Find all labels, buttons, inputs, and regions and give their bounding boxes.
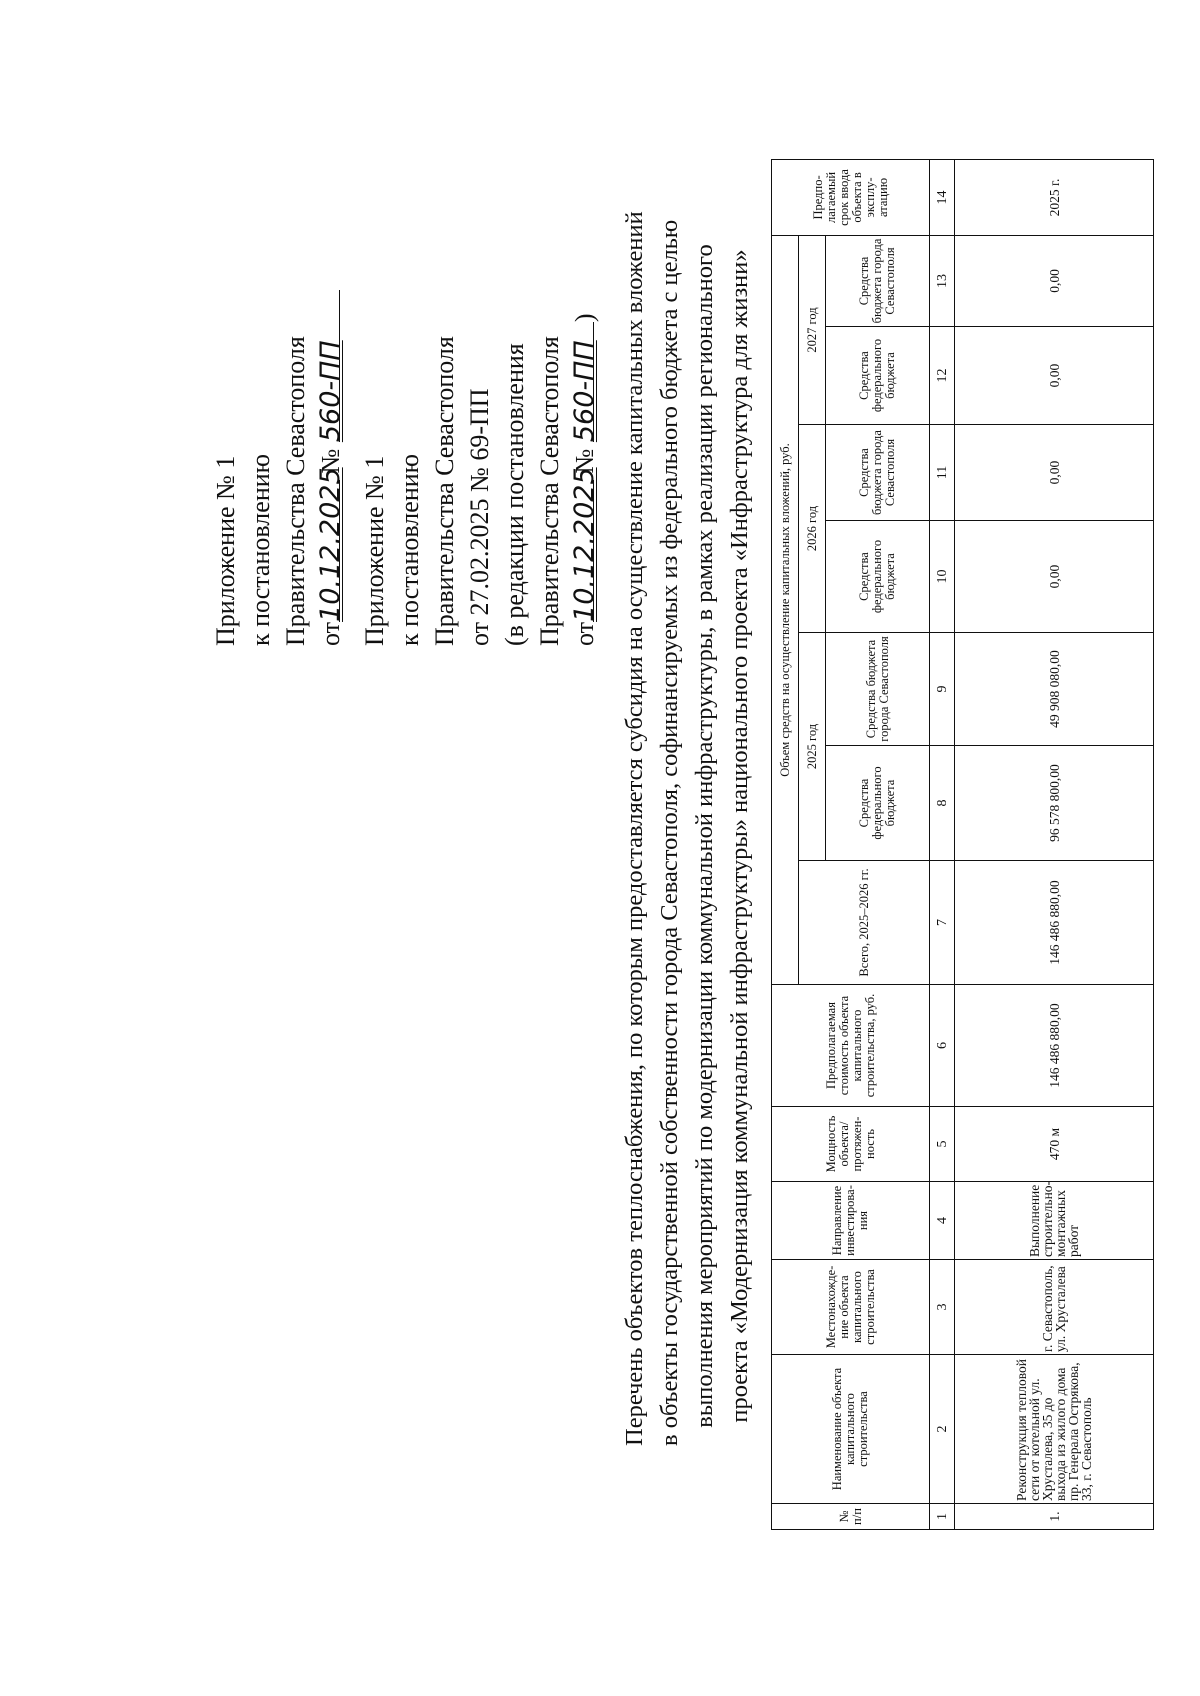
heading-line3: выполнения мероприятий по модернизации коммунальной инфраструктуры, в рамках реализации регионального bbox=[691, 244, 718, 1428]
column-number: 2 bbox=[930, 1355, 955, 1504]
heading-line4: проекта «Модернизация коммунальной инфраструктуры» национального проекта «Инфраструктура для жизни» bbox=[726, 249, 753, 1423]
cell-num: 1. bbox=[955, 1504, 1154, 1530]
header-num: № п/п bbox=[772, 1504, 930, 1530]
cell-total: 146 486 880,00 bbox=[955, 861, 1154, 985]
cell-direction: Выполнение строительно-монтажных работ bbox=[955, 1182, 1154, 1260]
annex-previous-line5: (в редакции постановления bbox=[500, 343, 529, 646]
annex-previous-line4: от 27.02.2025 № 69-ПП bbox=[465, 388, 494, 646]
column-number: 1 bbox=[930, 1504, 955, 1530]
header-year-2027: 2027 год bbox=[799, 235, 826, 424]
annex-current-signature-line bbox=[313, 290, 348, 646]
column-number: 9 bbox=[930, 633, 955, 746]
table-row bbox=[955, 159, 1154, 1529]
cell-federal-2025: 96 578 800,00 bbox=[955, 746, 1154, 861]
header-year-2025: 2025 год bbox=[799, 633, 826, 861]
date-handwritten: 10.12.2025 bbox=[315, 467, 346, 622]
column-number: 14 bbox=[930, 159, 955, 235]
from-label: от bbox=[570, 621, 599, 646]
header-federal-2026: Средства федерального бюджета bbox=[826, 521, 930, 633]
header-city-2027: Средства бюджета города Севастополя bbox=[826, 235, 930, 326]
heading-line2: в объекты государственной собственности города Севастополя, софинансируемых из федерального бюджета с целью bbox=[656, 219, 683, 1446]
header-location: Местонахожде-ние объекта капитального строительства bbox=[772, 1260, 930, 1355]
annex-current-line3: Правительства Севастополя bbox=[281, 336, 310, 646]
date-underline bbox=[313, 467, 346, 622]
column-number: 10 bbox=[930, 521, 955, 633]
header-cost: Предполагаемая стоимость объекта капитального строительства, руб. bbox=[772, 985, 930, 1107]
header-federal-2027: Средства федерального бюджета bbox=[826, 327, 930, 425]
number-handwritten: 560-ПП bbox=[315, 340, 346, 443]
header-term: Предпо-лагаемый срок ввода объекта в эксплу-атацию bbox=[772, 159, 930, 235]
number-handwritten: 560-ПП bbox=[569, 340, 600, 443]
cell-city-2025: 49 908 080,00 bbox=[955, 633, 1154, 746]
number-underline bbox=[313, 290, 346, 443]
cell-city-2027: 0,00 bbox=[955, 235, 1154, 326]
from-label: от bbox=[316, 621, 345, 646]
header-capacity: Мощность объекта/ протяжен-ность bbox=[772, 1107, 930, 1182]
header-direction: Направление инвестирова-ния bbox=[772, 1182, 930, 1260]
document-heading bbox=[617, 211, 757, 1446]
number-underline bbox=[567, 322, 600, 443]
annex-previous-line6: Правительства Севастополя bbox=[535, 336, 564, 646]
closing-paren: ) bbox=[570, 313, 599, 323]
cell-location: г. Севастополь, ул. Хрусталева bbox=[955, 1260, 1154, 1355]
column-number: 4 bbox=[930, 1182, 955, 1260]
cell-capacity: 470 м bbox=[955, 1107, 1154, 1182]
annex-previous bbox=[357, 313, 602, 646]
column-numbers-row bbox=[930, 159, 955, 1529]
date-underline bbox=[567, 467, 600, 622]
number-label: № bbox=[316, 448, 345, 474]
header-volume: Объем средств на осуществление капитальных вложений, руб. bbox=[772, 235, 799, 984]
annex-current-line1: Приложение № 1 bbox=[211, 455, 240, 646]
cell-city-2026: 0,00 bbox=[955, 425, 1154, 521]
header-year-2026: 2026 год bbox=[799, 425, 826, 633]
column-number: 6 bbox=[930, 985, 955, 1107]
heading-line1: Перечень объектов теплоснабжения, по которым предоставляется субсидия на осуществление капитальных вложений bbox=[621, 211, 648, 1446]
annex-previous-line2: к постановлению bbox=[395, 453, 424, 646]
header-city-2026: Средства бюджета города Севастополя bbox=[826, 425, 930, 521]
column-number: 13 bbox=[930, 235, 955, 326]
column-number: 5 bbox=[930, 1107, 955, 1182]
column-number: 11 bbox=[930, 425, 955, 521]
column-number: 12 bbox=[930, 327, 955, 425]
header-city-2025: Средства бюджета города Севастополя bbox=[826, 633, 930, 746]
cell-federal-2027: 0,00 bbox=[955, 327, 1154, 425]
header-federal-2025: Средства федерального бюджета bbox=[826, 746, 930, 861]
annex-current-line2: к постановлению bbox=[246, 453, 275, 646]
annex-previous-signature-line bbox=[567, 313, 602, 646]
cell-term: 2025 г. bbox=[955, 159, 1154, 235]
cell-name: Реконструкция тепловой сети от котельной ул. Хрусталева, 35 до выхода из жилого дома пр. Генерала Острякова, 33, г. Севастополь bbox=[955, 1355, 1154, 1504]
objects-table bbox=[771, 159, 1154, 1530]
column-number: 3 bbox=[930, 1260, 955, 1355]
header-total: Всего, 2025–2026 гг. bbox=[799, 861, 930, 985]
column-number: 8 bbox=[930, 746, 955, 861]
annex-current bbox=[208, 290, 348, 646]
annex-previous-line1: Приложение № 1 bbox=[360, 455, 389, 646]
annex-previous-line3: Правительства Севастополя bbox=[430, 336, 459, 646]
cell-federal-2026: 0,00 bbox=[955, 521, 1154, 633]
number-label: № bbox=[570, 448, 599, 474]
date-handwritten: 10.12.2025 bbox=[569, 467, 600, 622]
cell-cost: 146 486 880,00 bbox=[955, 985, 1154, 1107]
header-name: Наименование объекта капитального строительства bbox=[772, 1355, 930, 1504]
column-number: 7 bbox=[930, 861, 955, 985]
